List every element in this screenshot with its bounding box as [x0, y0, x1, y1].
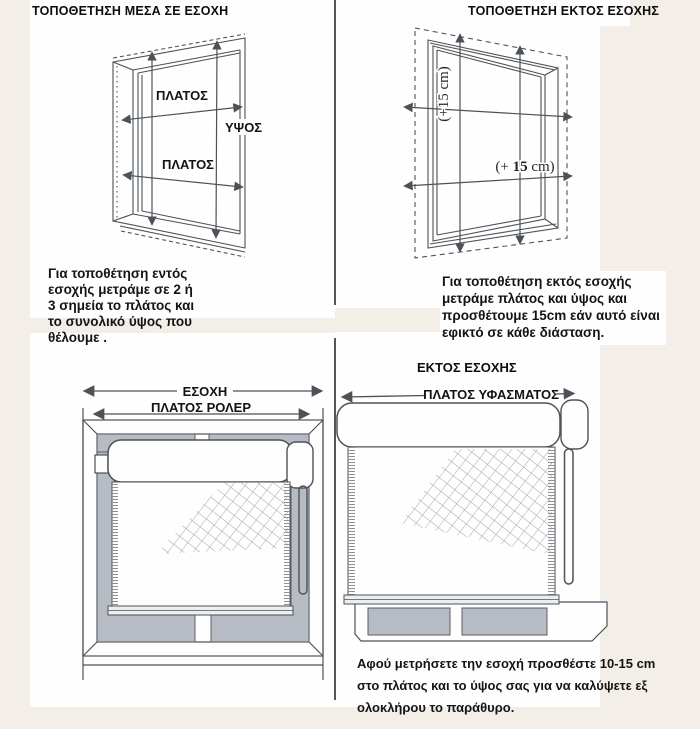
window-frame-lines: [113, 34, 245, 257]
inside-recess-caption: Για τοποθέτηση εντός εσοχής μετράμε σε 2 ή 3 σημεία το πλάτος και το συνολικό ύψος που θέλουμε .: [48, 266, 195, 345]
recess-label: ΕΣΟΧΗ: [182, 384, 228, 399]
roller-in-recess-diagram: [75, 378, 340, 693]
divider-line-top: [334, 0, 336, 305]
roller-bracket-left: [95, 455, 108, 473]
fabric-width-label: ΠΛΑΤΟΣ ΥΦΑΣΜΑΤΟΣ: [423, 387, 559, 402]
roller-tube: [108, 440, 292, 482]
outside-recess-heading: ΕΚΤΟΣ ΕΣΟΧΗΣ: [417, 360, 517, 375]
roller-width-label: ΠΛΑΤΟΣ ΡΟΛΕΡ: [150, 400, 252, 415]
outside-recess-bottom-caption: Αφού μετρήσετε την εσοχή προσθέστε 10-15 cm στο πλάτος και το ύψος σας για να καλύψετε εξ ολοκλήρου το παράθυρο.: [357, 656, 656, 715]
outside-recess-window-diagram: [395, 20, 595, 270]
control-chain: [565, 449, 574, 584]
title-outside-recess: ΤΟΠΟΘΕΤΗΣΗ ΕΚΤΟΣ ΕΣΟΧΗΣ: [468, 4, 660, 18]
inside-recess-window-diagram: [85, 28, 275, 268]
fabric-edge-left: [112, 482, 118, 606]
fabric-edge-left: [348, 447, 355, 595]
width-label-bottom: ΠΛΑΤΟΣ: [162, 157, 214, 172]
roller-outside-recess-diagram: [335, 383, 630, 653]
height-label: ΥΨΟΣ: [225, 120, 263, 135]
title-inside-recess: ΤΟΠΟΘΕΤΗΣΗ ΜΕΣΑ ΣΕ ΕΣΟΧΗ: [32, 4, 229, 18]
width-label-top: ΠΛΑΤΟΣ: [156, 88, 208, 103]
measure-arrows: [405, 35, 571, 251]
outside-recess-caption: Για τοποθέτηση εκτός εσοχής μετράμε πλάτος και ύψος και προσθέτουμε 15cm εάν αυτό είναι εφικτό σε κάθε διάσταση.: [440, 271, 666, 345]
roller-end-cap: [561, 400, 588, 449]
roller-end-cap: [287, 442, 313, 488]
roller-tube: [337, 403, 560, 447]
horizontal-allowance-label: (+ 15 cm): [495, 159, 555, 175]
window-frame-lines: [415, 28, 567, 258]
vertical-allowance-label: (+15 cm): [436, 66, 452, 122]
measure-arrows: [123, 42, 242, 237]
